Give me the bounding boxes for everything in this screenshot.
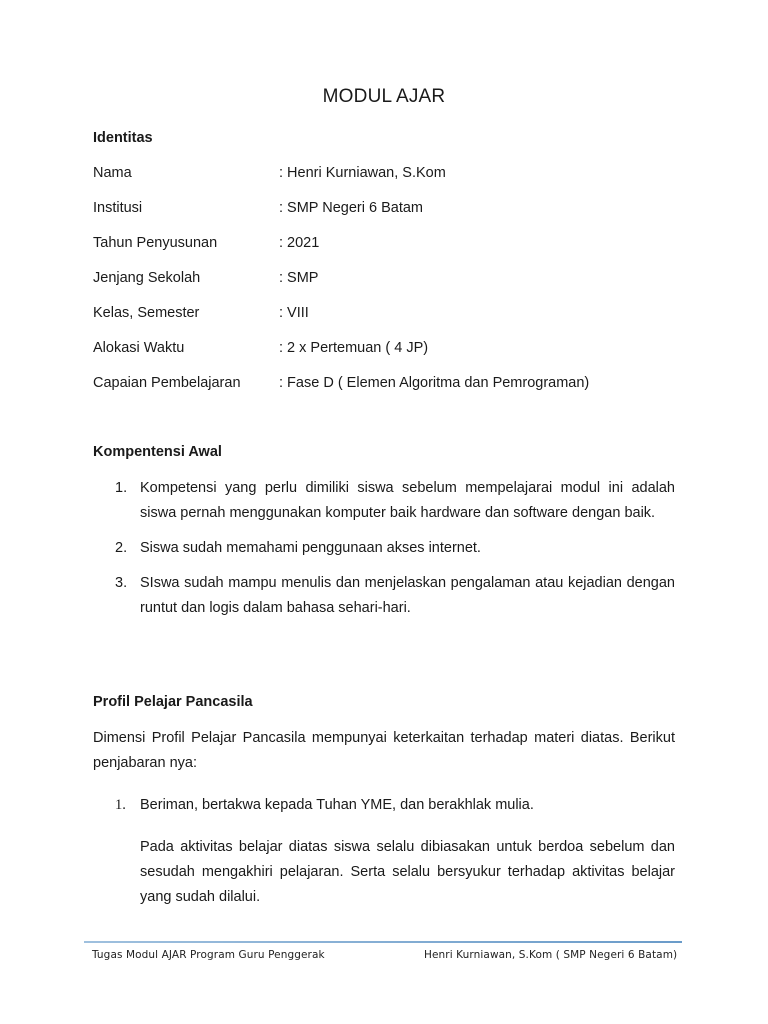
profil-heading: Profil Pelajar Pancasila (93, 694, 253, 710)
row-label: Alokasi Waktu (93, 340, 185, 356)
list-item (93, 476, 675, 526)
row-value: : SMP Negeri 6 Batam (279, 200, 423, 216)
profil-intro: Dimensi Profil Pelajar Pancasila mempunyai keterkaitan terhadap materi diatas. Berikut penjabaran nya: (93, 730, 675, 771)
footer-right-text: Henri Kurniawan, S.Kom ( SMP Negeri 6 Batam) (424, 949, 678, 961)
profil-item-description: Pada aktivitas belajar diatas siswa selalu dibiasakan untuk berdoa sebelum dan sesudah mengakhiri pelajaran. Serta selalu bersyukur terhadap aktivitas belajar yang sudah dilalui. (140, 839, 675, 905)
identitas-heading: Identitas (93, 130, 153, 146)
row-label: Jenjang Sekolah (93, 270, 201, 286)
identitas-row-tahun (93, 235, 319, 251)
identitas-row-nama (93, 165, 446, 181)
list-number: 1. (115, 480, 128, 496)
kompetensi-list (93, 476, 675, 621)
page-title: MODUL AJAR (322, 86, 446, 107)
row-value: : 2 x Pertemuan ( 4 JP) (279, 340, 429, 356)
identitas-row-alokasi (93, 340, 428, 356)
kompetensi-heading: Kompentensi Awal (93, 444, 222, 460)
row-label: Tahun Penyusunan (93, 235, 218, 251)
list-text: Kompetensi yang perlu dimiliki siswa sebelum mempelajarai modul ini adalah siswa pernah menggunakan komputer baik hardware dan software dengan baik. (140, 480, 675, 521)
list-item (93, 571, 675, 621)
list-number: 3. (115, 575, 128, 591)
list-number: 1. (115, 797, 126, 813)
row-label: Capaian Pembelajaran (93, 375, 241, 391)
list-item (93, 793, 675, 818)
row-value: : VIII (279, 305, 309, 321)
list-text: SIswa sudah mampu menulis dan menjelaskan pengalaman atau kejadian dengan runtut dan logis dalam bahasa sehari-hari. (140, 575, 675, 616)
list-number: 2. (115, 540, 128, 556)
row-label: Institusi (93, 200, 143, 216)
footer-left-text: Tugas Modul AJAR Program Guru Penggerak (92, 949, 325, 961)
row-label: Nama (93, 165, 132, 181)
footer-divider (84, 941, 682, 943)
list-text: Beriman, bertakwa kepada Tuhan YME, dan berakhlak mulia. (140, 797, 534, 813)
list-text: Siswa sudah memahami penggunaan akses internet. (140, 540, 481, 556)
row-label: Kelas, Semester (93, 305, 200, 321)
row-value: : Fase D ( Elemen Algoritma dan Pemrograman) (279, 375, 590, 391)
identitas-row-jenjang (93, 270, 318, 286)
identitas-row-kelas (93, 305, 309, 321)
list-item (93, 536, 675, 561)
identitas-row-institusi (93, 200, 423, 216)
row-value: : SMP (279, 270, 319, 286)
row-value: : 2021 (279, 235, 320, 251)
profil-list (93, 793, 675, 818)
row-value: : Henri Kurniawan, S.Kom (279, 165, 446, 181)
identitas-row-capaian (93, 375, 589, 391)
